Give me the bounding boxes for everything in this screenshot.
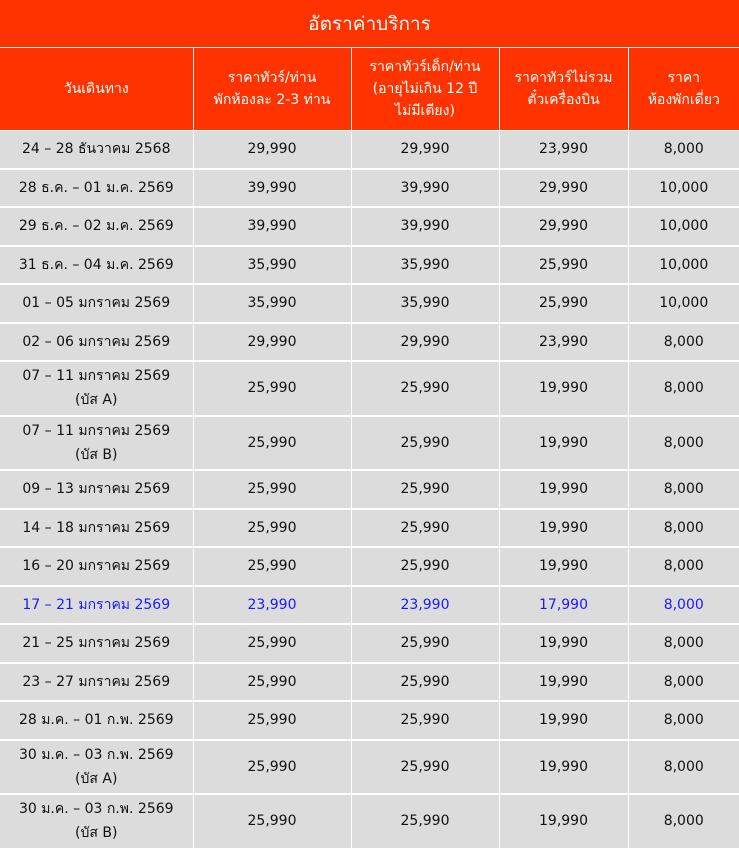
adult-price-cell: 25,990 xyxy=(193,361,351,416)
table-row xyxy=(0,701,739,740)
child-price-cell: 35,990 xyxy=(351,246,499,285)
date-text: 09 – 13 มกราคม 2569 xyxy=(22,481,171,498)
child-price-cell: 23,990 xyxy=(351,586,499,625)
date-text: 16 – 20 มกราคม 2569 xyxy=(22,558,171,575)
child-price-cell: 39,990 xyxy=(351,169,499,208)
no-flight-price-cell: 23,990 xyxy=(499,130,628,169)
table-row xyxy=(0,740,739,795)
adult-price-cell: 25,990 xyxy=(193,509,351,548)
no-flight-price-cell: 19,990 xyxy=(499,416,628,471)
child-price-cell: 25,990 xyxy=(351,416,499,471)
date-text: 24 – 28 ธันวาคม 2568 xyxy=(22,141,171,157)
adult-price-cell: 25,990 xyxy=(193,416,351,471)
no-flight-price-cell: 19,990 xyxy=(499,740,628,795)
header-no-flight-price xyxy=(499,48,628,130)
no-flight-price-cell: 19,990 xyxy=(499,547,628,586)
single-room-cell: 10,000 xyxy=(628,284,739,323)
single-room-cell: 8,000 xyxy=(628,740,739,795)
no-flight-price-cell: 19,990 xyxy=(499,470,628,509)
adult-price-cell: 39,990 xyxy=(193,207,351,246)
adult-price-cell: 23,990 xyxy=(193,586,351,625)
price-table xyxy=(0,48,739,850)
header-child-price-l2: (อายุไม่เกิน 12 ปี xyxy=(372,80,478,97)
date-text: 28 ม.ค. – 01 ก.พ. 2569 xyxy=(18,712,174,729)
child-price-cell: 25,990 xyxy=(351,547,499,586)
no-flight-price-cell: 19,990 xyxy=(499,663,628,702)
adult-price-cell: 35,990 xyxy=(193,246,351,285)
no-flight-price-cell: 17,990 xyxy=(499,586,628,625)
single-room-cell: 10,000 xyxy=(628,207,739,246)
adult-price-cell: 25,990 xyxy=(193,663,351,702)
date-cell xyxy=(0,547,193,586)
single-room-cell: 8,000 xyxy=(628,130,739,169)
table-row xyxy=(0,246,739,285)
header-travel-date-l1: วันเดินทาง xyxy=(63,80,129,97)
date-cell xyxy=(0,416,193,471)
header-travel-date xyxy=(0,48,193,130)
table-row xyxy=(0,547,739,586)
table-row xyxy=(0,624,739,663)
no-flight-price-cell: 19,990 xyxy=(499,624,628,663)
header-child-price xyxy=(351,48,499,130)
header-single-room xyxy=(628,48,739,130)
header-no-flight-price-l1: ราคาทัวร์ไม่รวม xyxy=(514,69,613,86)
child-price-cell: 29,990 xyxy=(351,323,499,362)
header-no-flight-price-l2: ตั๋วเครื่องบิน xyxy=(527,91,600,108)
header-adult-price-l1: ราคาทัวร์/ท่าน xyxy=(227,69,317,86)
no-flight-price-cell: 29,990 xyxy=(499,169,628,208)
page-title: อัตราค่าบริการ xyxy=(0,0,739,48)
child-price-cell: 25,990 xyxy=(351,361,499,416)
child-price-cell: 39,990 xyxy=(351,207,499,246)
date-cell xyxy=(0,207,193,246)
date-cell xyxy=(0,740,193,795)
no-flight-price-cell: 25,990 xyxy=(499,246,628,285)
adult-price-cell: 25,990 xyxy=(193,740,351,795)
date-text: 14 – 18 มกราคม 2569 xyxy=(22,519,171,536)
date-text: 30 ม.ค. – 03 ก.พ. 2569 xyxy=(18,801,174,818)
child-price-cell: 25,990 xyxy=(351,624,499,663)
date-text: 21 – 25 มกราคม 2569 xyxy=(22,635,171,652)
date-text: 29 ธ.ค. – 02 ม.ค. 2569 xyxy=(18,218,174,235)
date-cell xyxy=(0,284,193,323)
single-room-cell: 8,000 xyxy=(628,361,739,416)
adult-price-cell: 25,990 xyxy=(193,547,351,586)
single-room-cell: 8,000 xyxy=(628,547,739,586)
no-flight-price-cell: 25,990 xyxy=(499,284,628,323)
adult-price-cell: 25,990 xyxy=(193,701,351,740)
adult-price-cell: 39,990 xyxy=(193,169,351,208)
no-flight-price-cell: 29,990 xyxy=(499,207,628,246)
adult-price-cell: 25,990 xyxy=(193,794,351,849)
date-text: 28 ธ.ค. – 01 ม.ค. 2569 xyxy=(18,179,174,196)
bus-label: (บัส A) xyxy=(75,770,118,787)
no-flight-price-cell: 19,990 xyxy=(499,509,628,548)
table-row xyxy=(0,663,739,702)
date-cell xyxy=(0,323,193,362)
child-price-cell: 35,990 xyxy=(351,284,499,323)
adult-price-cell: 29,990 xyxy=(193,323,351,362)
date-text: 07 – 11 มกราคม 2569 xyxy=(22,422,171,439)
date-cell xyxy=(0,246,193,285)
date-cell xyxy=(0,663,193,702)
single-room-cell: 8,000 xyxy=(628,701,739,740)
child-price-cell: 25,990 xyxy=(351,701,499,740)
single-room-cell: 8,000 xyxy=(628,794,739,849)
single-room-cell: 10,000 xyxy=(628,246,739,285)
date-text: 23 – 27 มกราคม 2569 xyxy=(22,673,171,690)
header-child-price-l1: ราคาทัวร์เด็ก/ท่าน xyxy=(369,58,481,75)
header-adult-price xyxy=(193,48,351,130)
bus-label: (บัส A) xyxy=(75,392,118,409)
table-row xyxy=(0,470,739,509)
single-room-cell: 8,000 xyxy=(628,470,739,509)
date-text: 17 – 21 มกราคม 2569 xyxy=(22,596,171,613)
date-cell xyxy=(0,701,193,740)
date-cell xyxy=(0,794,193,849)
single-room-cell: 8,000 xyxy=(628,586,739,625)
table-row xyxy=(0,284,739,323)
child-price-cell: 25,990 xyxy=(351,663,499,702)
date-text: 31 ธ.ค. – 04 ม.ค. 2569 xyxy=(18,256,174,273)
single-room-cell: 8,000 xyxy=(628,416,739,471)
single-room-cell: 10,000 xyxy=(628,169,739,208)
table-row xyxy=(0,169,739,208)
table-row xyxy=(0,586,739,625)
table-row xyxy=(0,323,739,362)
date-cell xyxy=(0,624,193,663)
date-text: 07 – 11 มกราคม 2569 xyxy=(22,368,171,385)
child-price-cell: 25,990 xyxy=(351,740,499,795)
date-cell xyxy=(0,470,193,509)
child-price-cell: 25,990 xyxy=(351,794,499,849)
table-row xyxy=(0,509,739,548)
date-text: 30 ม.ค. – 03 ก.พ. 2569 xyxy=(18,746,174,763)
adult-price-cell: 25,990 xyxy=(193,624,351,663)
child-price-cell: 29,990 xyxy=(351,130,499,169)
date-cell xyxy=(0,509,193,548)
no-flight-price-cell: 19,990 xyxy=(499,701,628,740)
child-price-cell: 25,990 xyxy=(351,470,499,509)
date-cell xyxy=(0,169,193,208)
table-row xyxy=(0,361,739,416)
header-single-room-l2: ห้องพักเดี่ยว xyxy=(647,91,720,108)
single-room-cell: 8,000 xyxy=(628,624,739,663)
bus-label: (บัส B) xyxy=(75,825,118,842)
no-flight-price-cell: 19,990 xyxy=(499,361,628,416)
table-row xyxy=(0,416,739,471)
no-flight-price-cell: 19,990 xyxy=(499,794,628,849)
no-flight-price-cell: 23,990 xyxy=(499,323,628,362)
table-row xyxy=(0,207,739,246)
date-cell xyxy=(0,361,193,416)
adult-price-cell: 25,990 xyxy=(193,470,351,509)
header-adult-price-l2: พักห้องละ 2-3 ท่าน xyxy=(213,91,331,108)
header-child-price-l3: ไม่มีเตียง) xyxy=(395,102,455,119)
date-cell xyxy=(0,130,193,169)
date-text: 02 – 06 มกราคม 2569 xyxy=(22,333,171,350)
bus-label: (บัส B) xyxy=(75,446,118,463)
header-single-room-l1: ราคา xyxy=(667,69,701,86)
adult-price-cell: 29,990 xyxy=(193,130,351,169)
date-text: 01 – 05 มกราคม 2569 xyxy=(22,295,171,312)
date-cell xyxy=(0,586,193,625)
table-header xyxy=(0,48,739,130)
single-room-cell: 8,000 xyxy=(628,663,739,702)
table-body xyxy=(0,130,739,849)
child-price-cell: 25,990 xyxy=(351,509,499,548)
table-row xyxy=(0,130,739,169)
header-row xyxy=(0,48,739,130)
single-room-cell: 8,000 xyxy=(628,509,739,548)
adult-price-cell: 35,990 xyxy=(193,284,351,323)
table-row xyxy=(0,794,739,849)
single-room-cell: 8,000 xyxy=(628,323,739,362)
